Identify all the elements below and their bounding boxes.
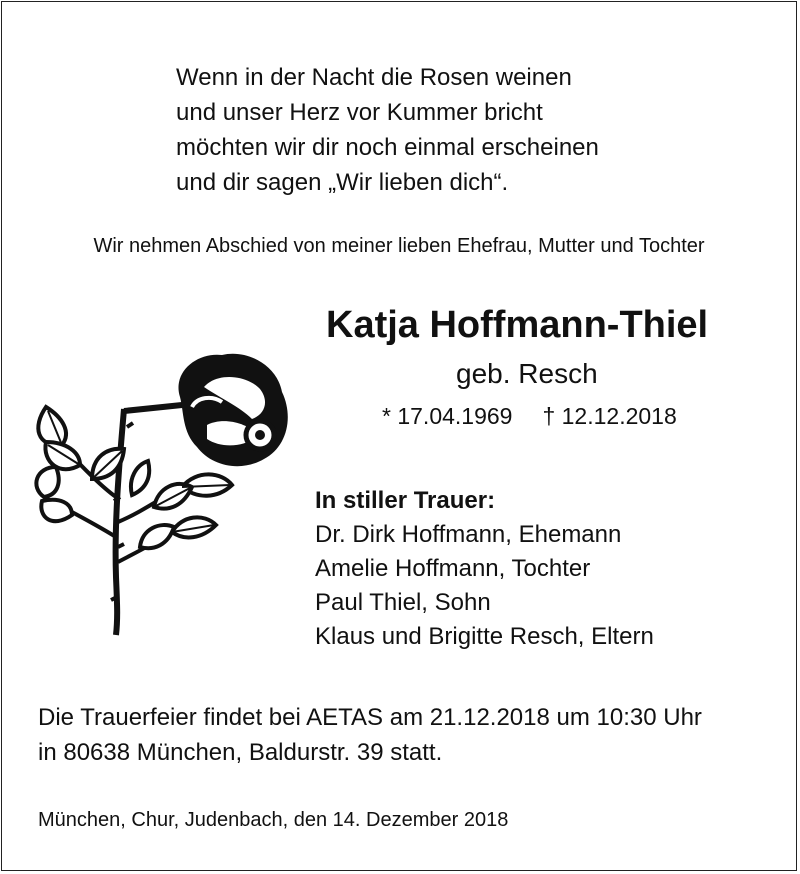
life-dates	[382, 400, 677, 432]
poem-line: möchten wir dir noch einmal erscheinen	[176, 134, 599, 161]
mourner-entry: Amelie Hoffmann, Tochter	[315, 555, 591, 582]
poem	[176, 60, 599, 200]
poem-line: und dir sagen „Wir lieben dich“.	[176, 169, 509, 196]
funeral-service-info	[38, 700, 702, 770]
rose-icon	[32, 347, 332, 647]
farewell-intro: Wir nehmen Abschied von meiner lieben Ehefrau, Mutter und Tochter	[93, 235, 705, 257]
service-line: in 80638 München, Baldurstr. 39 statt.	[38, 739, 443, 766]
birth-date: * 17.04.1969	[382, 403, 513, 429]
maiden-name: geb. Resch	[456, 358, 598, 389]
service-line: Die Trauerfeier findet bei AETAS am 21.12.2018 um 10:30 Uhr	[38, 704, 702, 731]
death-date: † 12.12.2018	[542, 403, 677, 429]
poem-line: und unser Herz vor Kummer bricht	[176, 99, 543, 126]
obituary-notice	[1, 1, 797, 871]
place-and-date: München, Chur, Judenbach, den 14. Dezember 2018	[38, 809, 509, 831]
mourner-entry: Dr. Dirk Hoffmann, Ehemann	[315, 521, 622, 548]
poem-line: Wenn in der Nacht die Rosen weinen	[176, 64, 572, 91]
deceased-name: Katja Hoffmann-Thiel	[326, 304, 709, 346]
mourner-entry: Paul Thiel, Sohn	[315, 589, 491, 616]
mourners-heading: In stiller Trauer:	[315, 487, 496, 514]
mourners-list	[315, 484, 654, 654]
mourner-entry: Klaus und Brigitte Resch, Eltern	[315, 623, 654, 650]
